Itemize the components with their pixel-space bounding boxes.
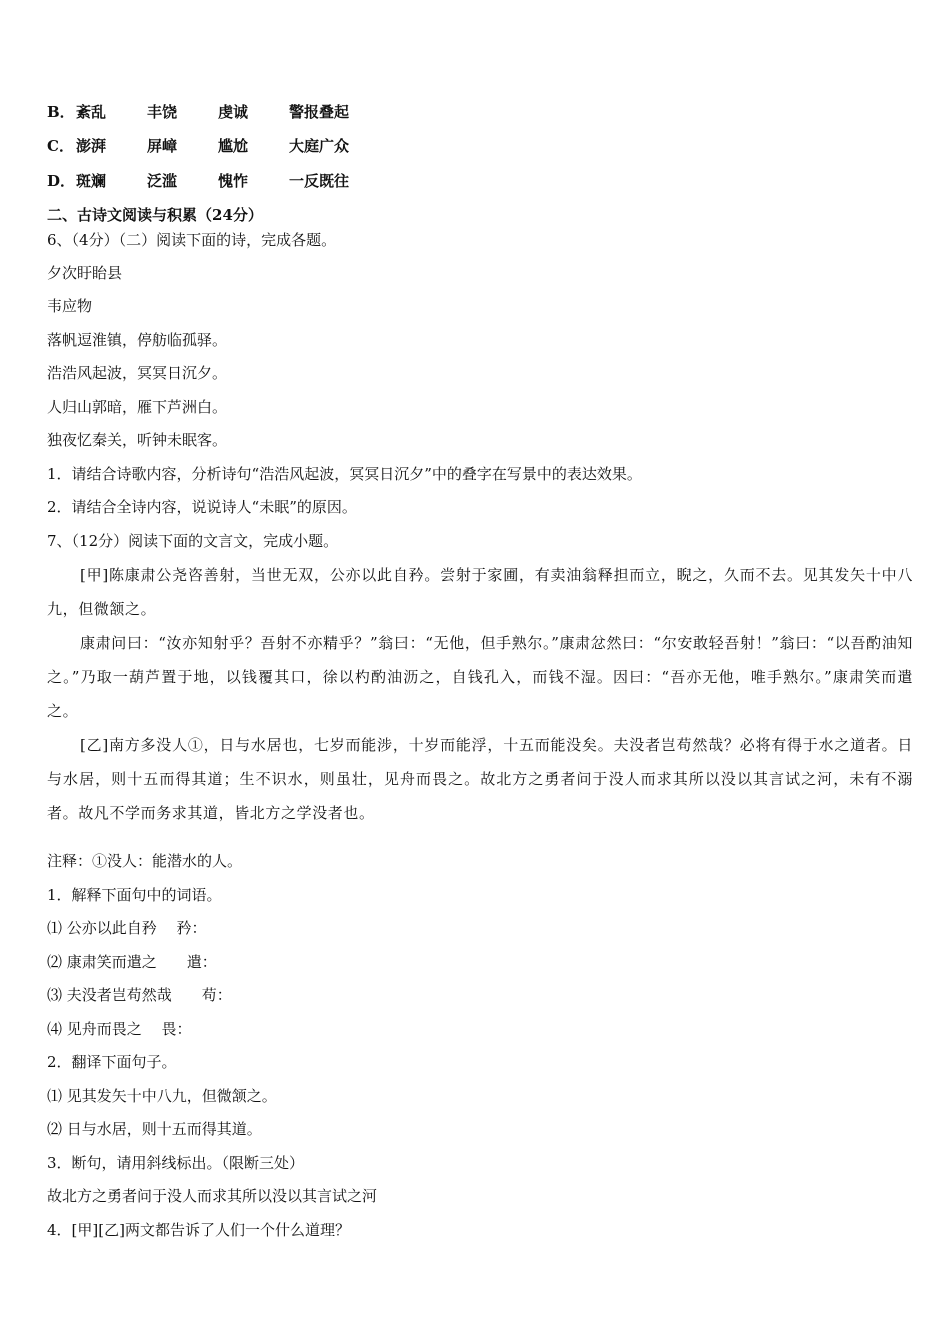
question-6-stem: 6、（4分）（二）阅读下面的诗，完成各题。 — [47, 231, 337, 249]
poem-line: 落帆逗淮镇，停舫临孤驿。 — [47, 331, 228, 349]
option-d — [47, 171, 349, 191]
option-word: 丰饶 — [147, 103, 178, 121]
option-c — [47, 136, 349, 156]
vocab-item: ⑶ 夫没者岂苟然哉 苟： — [47, 986, 232, 1004]
question-7-sub1: 1．解释下面句中的词语。 — [47, 886, 222, 904]
option-word: 大庭广众 — [289, 137, 350, 155]
vocab-item: ⑵ 康肃笑而遣之 遣： — [47, 953, 217, 971]
option-word: 一反既往 — [289, 172, 350, 190]
option-b — [47, 102, 349, 122]
question-7-stem: 7、（12分）阅读下面的文言文，完成小题。 — [47, 532, 339, 550]
translation-item: ⑴ 见其发矢十中八九，但微颔之。 — [47, 1087, 277, 1105]
question-6-sub2: 2．请结合全诗内容，说说诗人“未眠”的原因。 — [47, 498, 357, 516]
punctuation-sentence: 故北方之勇者问于没人而求其所以没以其言试之河 — [47, 1187, 378, 1205]
passage-jia-paragraph-2: 康肃问曰：“汝亦知射乎？吾射不亦精乎？”翁曰：“无他，但手熟尔。”康肃忿然曰：“尔安敢轻吾射！”翁曰：“以吾酌油知之。”乃取一葫芦置于地，以钱覆其口，徐以杓酌油沥之，自钱孔入，而钱不湿。因曰：“吾亦无他，唯手熟尔。”康肃笑而遣之。 — [47, 634, 913, 720]
option-label: B． — [47, 103, 75, 121]
translation-item: ⑵ 日与水居，则十五而得其道。 — [47, 1120, 262, 1138]
option-word: 澎湃 — [76, 137, 107, 155]
option-word: 虔诚 — [218, 103, 249, 121]
passage-yi: [乙]南方多没人①，日与水居也，七岁而能涉，十岁而能浮，十五而能没矣。夫没者岂苟然哉？必将有得于水之道者。日与水居，则十五而得其道；生不识水，则虽壮，见舟而畏之。故北方之勇者问于没人而求其所以没以其言试之河，未有不溺者。故凡不学而务求其道，皆北方之学没者也。 — [47, 736, 913, 822]
option-word: 紊乱 — [76, 103, 107, 121]
question-6-sub1: 1．请结合诗歌内容，分析诗句“浩浩风起波，冥冥日沉夕”中的叠字在写景中的表达效果。 — [47, 465, 642, 483]
annotation-note: 注释：①没人：能潜水的人。 — [47, 852, 243, 870]
poem-title: 夕次盱眙县 — [47, 264, 123, 282]
option-word: 泛滥 — [147, 172, 178, 190]
option-word: 警报叠起 — [289, 103, 350, 121]
poem-line: 人归山郭暗，雁下芦洲白。 — [47, 398, 228, 416]
option-word: 愧怍 — [218, 172, 249, 190]
section-title: 二、古诗文阅读与积累（24分） — [47, 206, 263, 224]
option-word: 尴尬 — [218, 137, 249, 155]
vocab-item: ⑴ 公亦以此自矜 矜： — [47, 919, 207, 937]
option-label: C． — [47, 137, 74, 155]
option-word: 屏嶂 — [147, 137, 178, 155]
option-label: D． — [47, 172, 76, 190]
poem-line: 独夜忆秦关，听钟未眠客。 — [47, 431, 228, 449]
question-7-sub4: 4．[甲][乙]两文都告诉了人们一个什么道理？ — [47, 1221, 350, 1239]
passage-jia-paragraph-1: [甲]陈康肃公尧咨善射，当世无双，公亦以此自矜。尝射于家圃，有卖油翁释担而立，睨之，久而不去。见其发矢十中八九，但微颔之。 — [47, 566, 913, 618]
poem-line: 浩浩风起波，冥冥日沉夕。 — [47, 364, 228, 382]
question-7-sub2: 2．翻译下面句子。 — [47, 1053, 177, 1071]
vocab-item: ⑷ 见舟而畏之 畏： — [47, 1020, 192, 1038]
question-7-sub3: 3．断句，请用斜线标出。（限断三处） — [47, 1154, 305, 1172]
passage-jia — [47, 558, 913, 830]
poem-author: 韦应物 — [47, 297, 93, 315]
option-word: 斑斓 — [76, 172, 107, 190]
